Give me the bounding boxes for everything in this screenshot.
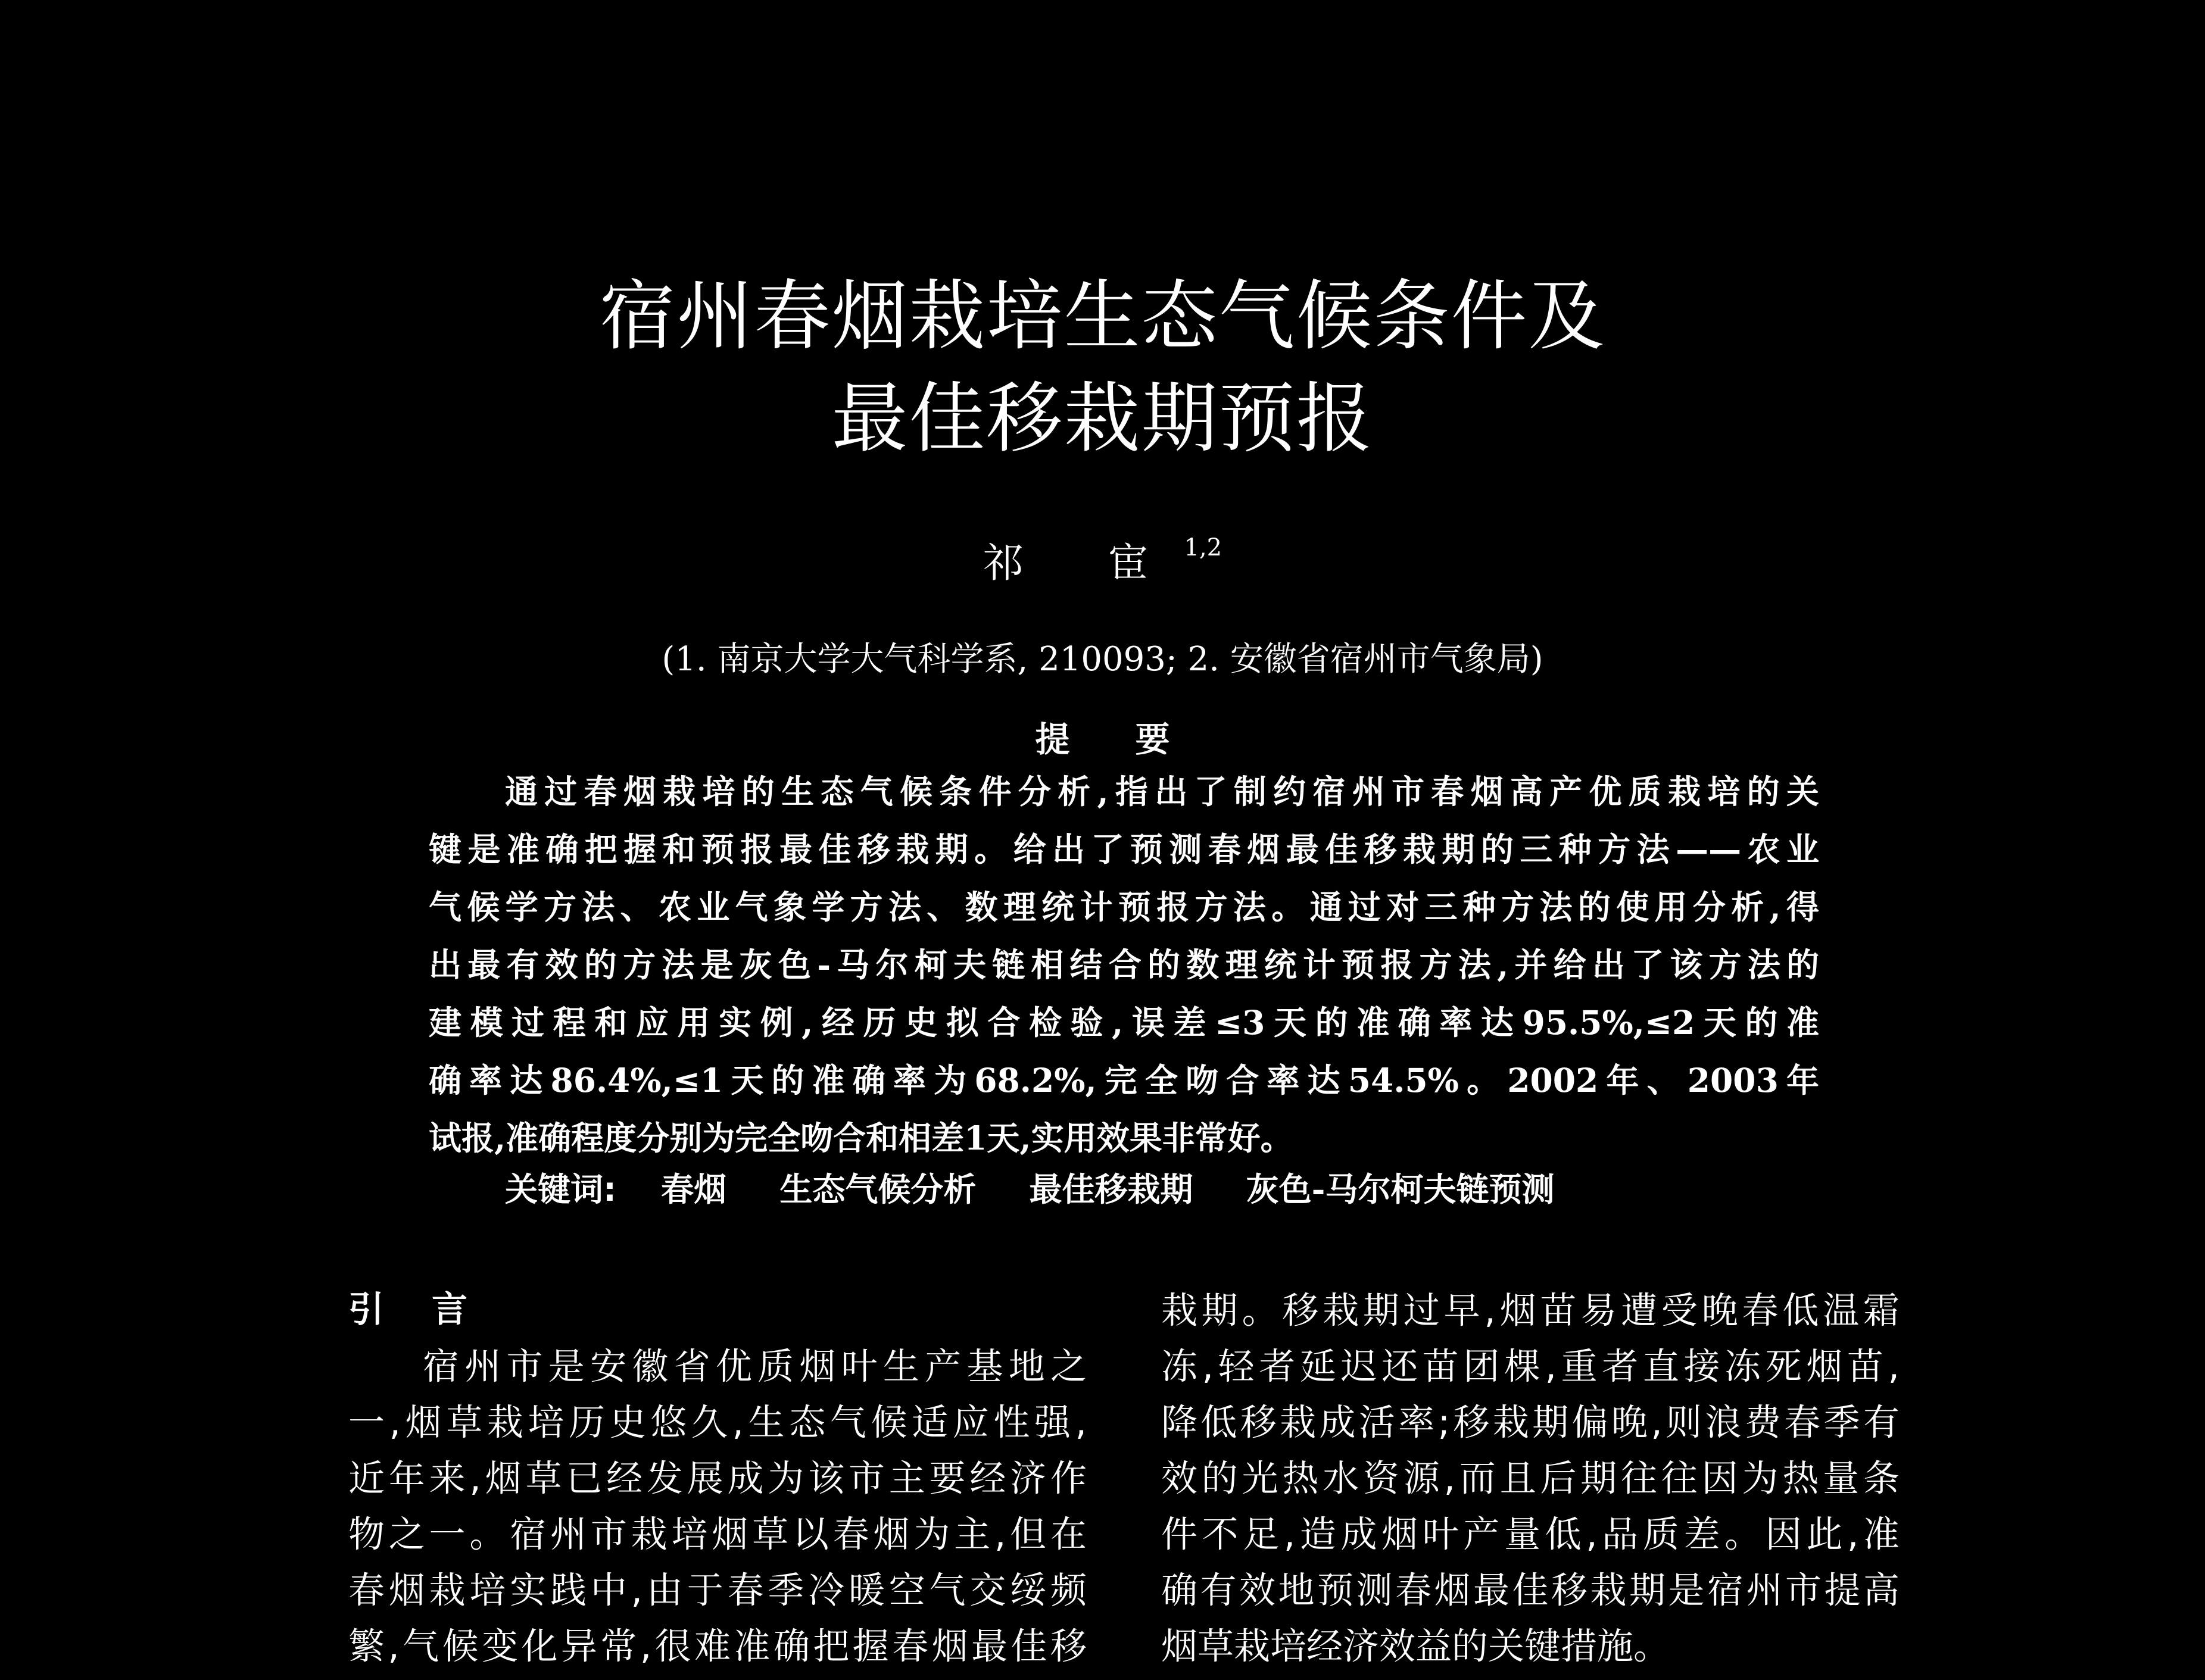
body-text-line: 春烟栽培实践中,由于春季冷暖空气交绥频 [348, 1569, 1087, 1612]
body-text-line: 件不足,造成烟叶产量低,品质差。因此,准 [1161, 1513, 1900, 1556]
paper-title-line-1: 宿州春烟栽培生态气候条件及 [599, 272, 1606, 361]
body-text-line: 繁,气候变化异常,很难准确把握春烟最佳移 [348, 1625, 1087, 1667]
keyword: 最佳移栽期 [1029, 1170, 1193, 1209]
abstract-line: 通过春烟栽培的生态气候条件分析,指出了制约宿州市春烟高产优质栽培的关 [505, 772, 1819, 811]
author [0, 531, 2205, 589]
author-name: 祁 宦 [983, 540, 1184, 587]
abstract-line: 确率达86.4%,≤1天的准确率为68.2%,完全吻合率达54.5%。2002年、2003年 [429, 1061, 1819, 1100]
section-heading: 引言 [348, 1289, 515, 1331]
body-text-line: 降低移栽成活率;移栽期偏晚,则浪费春季有 [1161, 1401, 1900, 1444]
abstract-line: 建模过程和应用实例,经历史拟合检验,误差≤3天的准确率达95.5%,≤2天的准 [429, 1003, 1819, 1042]
abstract-heading: 提要 [1035, 719, 1236, 760]
abstract-line: 出最有效的方法是灰色-马尔柯夫链相结合的数理统计预报方法,并给出了该方法的 [429, 945, 1819, 984]
body-text-line: 冻,轻者延迟还苗团棵,重者直接冻死烟苗, [1161, 1345, 1900, 1388]
keyword: 春烟 [661, 1170, 727, 1209]
body-text-line: 宿州市是安徽省优质烟叶生产基地之 [423, 1345, 1087, 1388]
keyword: 灰色-马尔柯夫链预测 [1246, 1170, 1555, 1209]
body-text-line: 确有效地预测春烟最佳移栽期是宿州市提高 [1161, 1569, 1900, 1612]
paper-title-line-2: 最佳移栽期预报 [831, 374, 1374, 463]
body-text-line: 一,烟草栽培历史悠久,生态气候适应性强, [348, 1401, 1087, 1444]
body-text-line: 烟草栽培经济效益的关键措施。 [1161, 1625, 1670, 1667]
keywords [505, 1169, 1596, 1210]
keywords-label: 关键词: [505, 1170, 616, 1209]
body-text-line: 栽期。移栽期过早,烟苗易遭受晚春低温霜 [1161, 1289, 1900, 1332]
affiliation: (1. 南京大学大气科学系, 210093; 2. 安徽省宿州市气象局) [662, 640, 1543, 679]
abstract-line: 键是准确把握和预报最佳移栽期。给出了预测春烟最佳移栽期的三种方法——农业 [429, 830, 1819, 869]
abstract-line: 试报,准确程度分别为完全吻合和相差1天,实用效果非常好。 [429, 1119, 1293, 1157]
author-affiliation-marks: 1,2 [1184, 534, 1222, 561]
abstract-line: 气候学方法、农业气象学方法、数理统计预报方法。通过对三种方法的使用分析,得 [429, 888, 1819, 926]
body-text-line: 近年来,烟草已经发展成为该市主要经济作 [348, 1457, 1087, 1500]
body-text-line: 物之一。宿州市栽培烟草以春烟为主,但在 [348, 1513, 1087, 1556]
body-text-line: 效的光热水资源,而且后期往往因为热量条 [1161, 1457, 1900, 1500]
keyword: 生态气候分析 [779, 1170, 977, 1209]
